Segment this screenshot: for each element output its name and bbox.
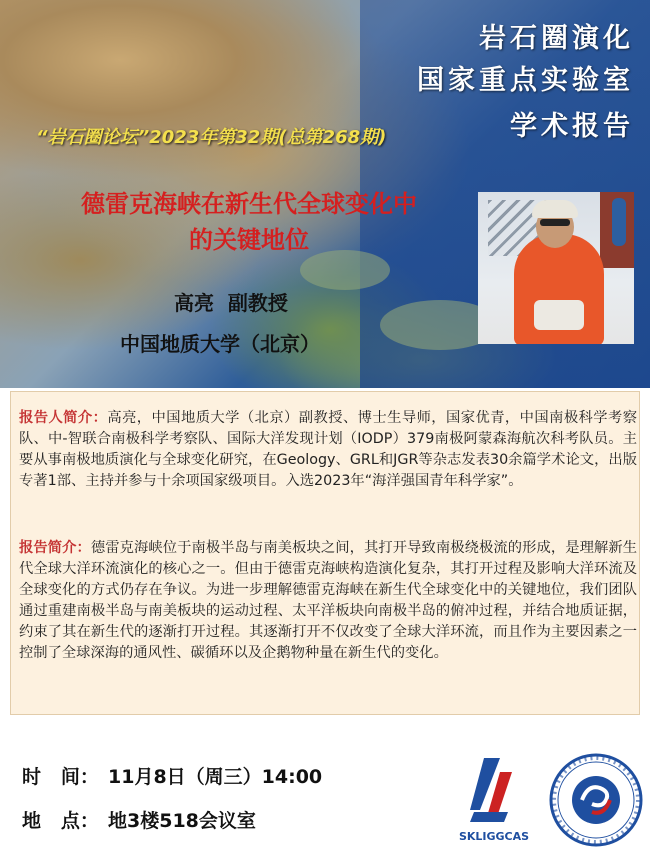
talk-abstract bbox=[19, 538, 637, 664]
time-label: 时 间： bbox=[22, 766, 99, 788]
institute-seal-logo bbox=[548, 752, 644, 848]
bio-text: 高亮，中国地质大学（北京）副教授、博士生导师，国家优青，中国南极科学考察队、中-智联合南极科学考察队、国际大洋发现计划（IODP）379南极阿蒙森海航次科考队员。主要从事南极地质演化与全球变化研究，在Geology、GRL和JGR等杂志发表30余篇学术论文，出版专著1部、主持并参与十余项国家级项目。入选2023年“海洋强国青年科学家”。 bbox=[19, 410, 638, 489]
skliggcas-logo bbox=[446, 750, 542, 850]
forum-issue: “岩石圈论坛”2023年第32期(总第268期) bbox=[36, 127, 387, 148]
lab-name-line2: 国家重点实验室 bbox=[417, 65, 634, 96]
talk-title-line2: 的关键地位 bbox=[189, 226, 309, 254]
time-row bbox=[22, 762, 322, 789]
bio-heading: 报告人简介： bbox=[19, 410, 108, 426]
skliggcas-logo-text: SKLIGGCAS bbox=[458, 830, 530, 843]
info-box bbox=[10, 391, 640, 715]
header-banner bbox=[0, 0, 650, 388]
time-value: 11月8日（周三）14:00 bbox=[108, 766, 323, 788]
place-row bbox=[22, 806, 256, 833]
place-value: 地3楼518会议室 bbox=[108, 810, 256, 832]
speaker-bio bbox=[19, 408, 637, 492]
talk-title bbox=[14, 186, 484, 258]
lab-name-line3: 学术报告 bbox=[510, 111, 634, 142]
speaker-affiliation: 中国地质大学（北京） bbox=[120, 332, 320, 356]
abstract-heading: 报告简介： bbox=[19, 540, 91, 556]
talk-title-line1: 德雷克海峡在新生代全球变化中 bbox=[81, 190, 417, 218]
speaker-name: 高亮 副教授 bbox=[174, 291, 288, 315]
lab-name-line1: 岩石圈演化 bbox=[479, 23, 634, 54]
abstract-text: 德雷克海峡位于南极半岛与南美板块之间，其打开导致南极绕极流的形成，是理解新生代全球大洋环流演化的核心之一。但由于德雷克海峡构造演化复杂，其打开过程及影响大洋环流及全球变化的方式仍存在争议。为进一步理解德雷克海峡在新生代全球变化中的关键地位，我们团队通过重建南极半岛与南美板块的运动过程、太平洋板块向南极半岛的俯冲过程，并结合地质证据，约束了其在新生代的逐渐打开过程。其逐渐打开不仅改变了全球大洋环流，而且作为主要因素之一控制了全球深海的通风性、碳循环以及企鹅物种量在新生代的变化。 bbox=[19, 540, 638, 661]
speaker-photo bbox=[478, 192, 634, 344]
place-label: 地 点： bbox=[22, 810, 99, 832]
